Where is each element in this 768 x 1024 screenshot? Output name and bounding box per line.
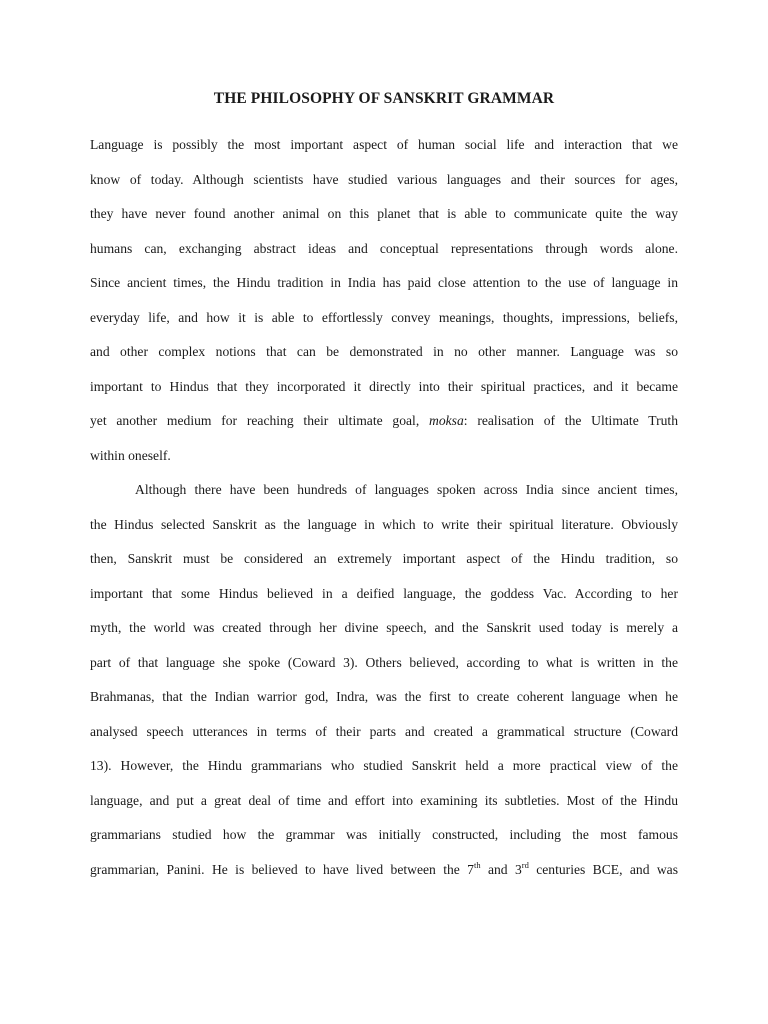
text-line: humans can, exchanging abstract ideas and conceptual representations through words alone. xyxy=(90,240,678,256)
text-line: within oneself. xyxy=(90,447,171,463)
text-segment: centuries BCE, and was xyxy=(528,861,679,877)
text-line: part of that language she spoke (Coward 3). Others believed, according to what is written in the xyxy=(90,654,678,670)
text-segment: and 3 xyxy=(480,861,522,877)
paragraph-1 xyxy=(90,128,678,473)
text-segment: yet another medium for reaching their ultimate goal, xyxy=(90,413,430,428)
text-line: they have never found another animal on this planet that is able to communicate quite the way xyxy=(90,206,678,221)
superscript: th xyxy=(473,859,481,870)
italic-term: moksa xyxy=(429,413,464,428)
text-line: 13). However, the Hindu grammarians who studied Sanskrit held a more practical view of the xyxy=(90,758,678,773)
paragraph-2 xyxy=(90,473,678,887)
text-line: Language is possibly the most important aspect of human social life and interaction that we xyxy=(90,137,678,152)
text-line: Brahmanas, that the Indian warrior god, Indra, was the first to create coherent language when he xyxy=(90,689,678,704)
text-line xyxy=(90,404,678,439)
text-line: analysed speech utterances in terms of their parts and created a grammatical structure (Coward xyxy=(90,723,678,739)
text-line: and other complex notions that can be demonstrated in no other manner. Language was so xyxy=(90,344,678,359)
text-line: important to Hindus that they incorporated it directly into their spiritual practices, and it became xyxy=(90,378,678,394)
text-line: grammarians studied how the grammar was initially constructed, including the most famous xyxy=(90,827,678,842)
text-line: Although there have been hundreds of languages spoken across India since ancient times, xyxy=(135,482,678,497)
text-line xyxy=(90,853,678,888)
text-segment: grammarian, Panini. He is believed to have lived between the 7 xyxy=(90,861,474,877)
text-line: everyday life, and how it is able to effortlessly convey meanings, thoughts, impressions, beliefs, xyxy=(90,309,678,325)
text-line: then, Sanskrit must be considered an extremely important aspect of the Hindu tradition, so xyxy=(90,551,678,566)
superscript: rd xyxy=(521,859,529,870)
text-line: Since ancient times, the Hindu tradition in India has paid close attention to the use of language in xyxy=(90,275,678,290)
text-line: important that some Hindus believed in a deified language, the goddess Vac. According to her xyxy=(90,585,678,601)
text-line: language, and put a great deal of time and effort into examining its subtleties. Most of the Hindu xyxy=(90,792,678,808)
text-segment: : realisation of the Ultimate Truth xyxy=(463,413,678,428)
text-line: the Hindus selected Sanskrit as the language in which to write their spiritual literature. Obviously xyxy=(90,516,678,532)
text-line: know of today. Although scientists have studied various languages and their sources for ages, xyxy=(90,171,678,187)
text-line: myth, the world was created through her divine speech, and the Sanskrit used today is merely a xyxy=(90,620,678,635)
document-title: THE PHILOSOPHY OF SANSKRIT GRAMMAR xyxy=(213,90,555,107)
